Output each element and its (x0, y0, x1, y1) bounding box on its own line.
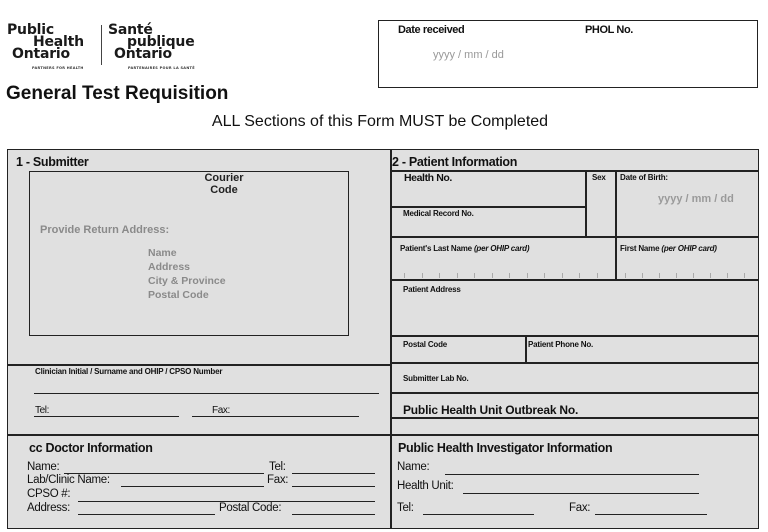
requisition-form (7, 149, 759, 529)
sex-label: Sex (592, 173, 606, 182)
char-tick (676, 273, 677, 278)
address-placeholder-list (148, 246, 226, 302)
cc-address-label: Address: (27, 502, 70, 514)
tel-input[interactable] (34, 416, 179, 417)
char-tick (527, 273, 528, 278)
char-tick (457, 273, 458, 278)
last-name-hint: (per OHIP card) (473, 244, 530, 253)
logo-word: Santé (108, 22, 153, 38)
char-tick (422, 273, 423, 278)
submitter-lab-no-label: Submitter Lab No. (403, 374, 469, 383)
health-no-label: Health No. (404, 172, 452, 184)
logo-word: Health (33, 34, 84, 50)
last-name-input[interactable] (392, 258, 614, 278)
divider (391, 362, 758, 364)
char-tick (404, 273, 405, 278)
char-tick (693, 273, 694, 278)
placeholder-address: Address (148, 261, 191, 273)
cc-lab-clinic-input[interactable] (121, 486, 264, 487)
logo-word: Ontario (114, 46, 172, 62)
logo-tagline: PARTNERS FOR HEALTH (32, 66, 84, 70)
courier-code-label (30, 172, 348, 196)
first-name-hint: (per OHIP card) (661, 244, 717, 253)
investigator-tel-label: Tel: (397, 502, 414, 514)
char-tick (579, 273, 580, 278)
cc-doctor-section-title: cc Doctor Information (29, 441, 153, 455)
char-tick (744, 273, 745, 278)
fax-label: Fax: (212, 405, 230, 416)
courier-label-line: Courier (204, 172, 244, 184)
cc-cpso-label: CPSO #: (27, 488, 71, 500)
char-tick (562, 273, 563, 278)
divider (615, 170, 617, 237)
cc-name-label: Name: (27, 461, 60, 473)
logo-french (108, 24, 195, 74)
char-tick (710, 273, 711, 278)
divider (525, 335, 527, 363)
char-tick (492, 273, 493, 278)
cc-postal-code-label: Postal Code: (219, 502, 282, 514)
dob-input[interactable]: yyyy / mm / dd (658, 193, 734, 205)
char-tick (625, 273, 626, 278)
logo-divider (101, 25, 102, 65)
last-name-label (400, 244, 529, 253)
clinician-label: Clinician Initial / Surname and OHIP / CPSO Number (35, 367, 223, 376)
outbreak-no-label: Public Health Unit Outbreak No. (403, 403, 579, 417)
logo-word: publique (127, 34, 195, 50)
logo-word: Ontario (12, 46, 70, 62)
divider (391, 392, 758, 394)
cc-address-input[interactable] (78, 514, 215, 515)
char-tick (474, 273, 475, 278)
investigator-fax-label: Fax: (569, 502, 591, 514)
investigator-tel-input[interactable] (423, 514, 534, 515)
placeholder-postal-code: Postal Code (148, 289, 209, 301)
health-unit-input[interactable] (463, 493, 699, 494)
first-name-input[interactable] (617, 258, 757, 278)
divider (391, 335, 758, 337)
cc-fax-label: Fax: (267, 474, 289, 486)
investigator-section-title: Public Health Investigator Information (398, 441, 613, 455)
patient-address-input[interactable] (392, 298, 758, 334)
char-tick (509, 273, 510, 278)
submitter-section-title: 1 - Submitter (16, 155, 89, 169)
dob-label: Date of Birth: (620, 173, 668, 182)
patient-postal-code-label: Postal Code (403, 340, 448, 349)
cc-lab-clinic-label: Lab/Clinic Name: (27, 474, 110, 486)
divider (585, 170, 587, 237)
courier-label-line: Code (210, 184, 238, 196)
health-unit-label: Health Unit: (397, 480, 454, 492)
last-name-label-text: Patient's Last Name (400, 244, 472, 253)
logo-english (7, 24, 84, 74)
phol-no-label: PHOL No. (585, 24, 633, 36)
divider (391, 434, 758, 436)
divider (8, 364, 390, 366)
date-received-label: Date received (398, 24, 465, 36)
divider (391, 206, 586, 208)
health-no-input[interactable] (392, 184, 585, 206)
outbreak-no-input[interactable] (392, 419, 758, 433)
patient-phone-label: Patient Phone No. (528, 340, 594, 349)
return-address-box[interactable] (29, 171, 349, 336)
first-name-label-text: First Name (620, 244, 660, 253)
char-tick (597, 273, 598, 278)
clinician-input[interactable] (34, 393, 379, 394)
placeholder-name: Name (148, 247, 177, 259)
char-tick (544, 273, 545, 278)
logo-word: Public (7, 22, 54, 38)
completion-banner: ALL Sections of this Form MUST be Completed (211, 113, 549, 130)
char-tick (642, 273, 643, 278)
fax-input[interactable] (192, 416, 359, 417)
divider (391, 279, 758, 281)
cc-tel-input[interactable] (292, 473, 375, 474)
char-tick (727, 273, 728, 278)
investigator-name-input[interactable] (445, 474, 699, 475)
cc-tel-label: Tel: (269, 461, 286, 473)
form-title: General Test Requisition (6, 83, 229, 104)
first-name-label (620, 244, 717, 253)
medical-record-label: Medical Record No. (403, 209, 474, 218)
return-address-prompt: Provide Return Address: (40, 224, 170, 236)
char-tick (659, 273, 660, 278)
investigator-name-label: Name: (397, 461, 430, 473)
placeholder-city-province: City & Province (148, 275, 226, 287)
lab-use-box (378, 20, 758, 88)
patient-section-title: 2 - Patient Information (392, 155, 518, 169)
cc-fax-input[interactable] (292, 486, 375, 487)
logo-tagline: PARTENAIRES POUR LA SANTÉ (128, 66, 195, 70)
date-received-field[interactable]: yyyy / mm / dd (433, 49, 504, 61)
investigator-fax-input[interactable] (595, 514, 707, 515)
divider (8, 434, 390, 436)
divider (391, 236, 758, 238)
tel-label: Tel: (35, 405, 49, 416)
char-tick (439, 273, 440, 278)
patient-address-label: Patient Address (403, 285, 461, 294)
cc-postal-code-input[interactable] (292, 514, 375, 515)
